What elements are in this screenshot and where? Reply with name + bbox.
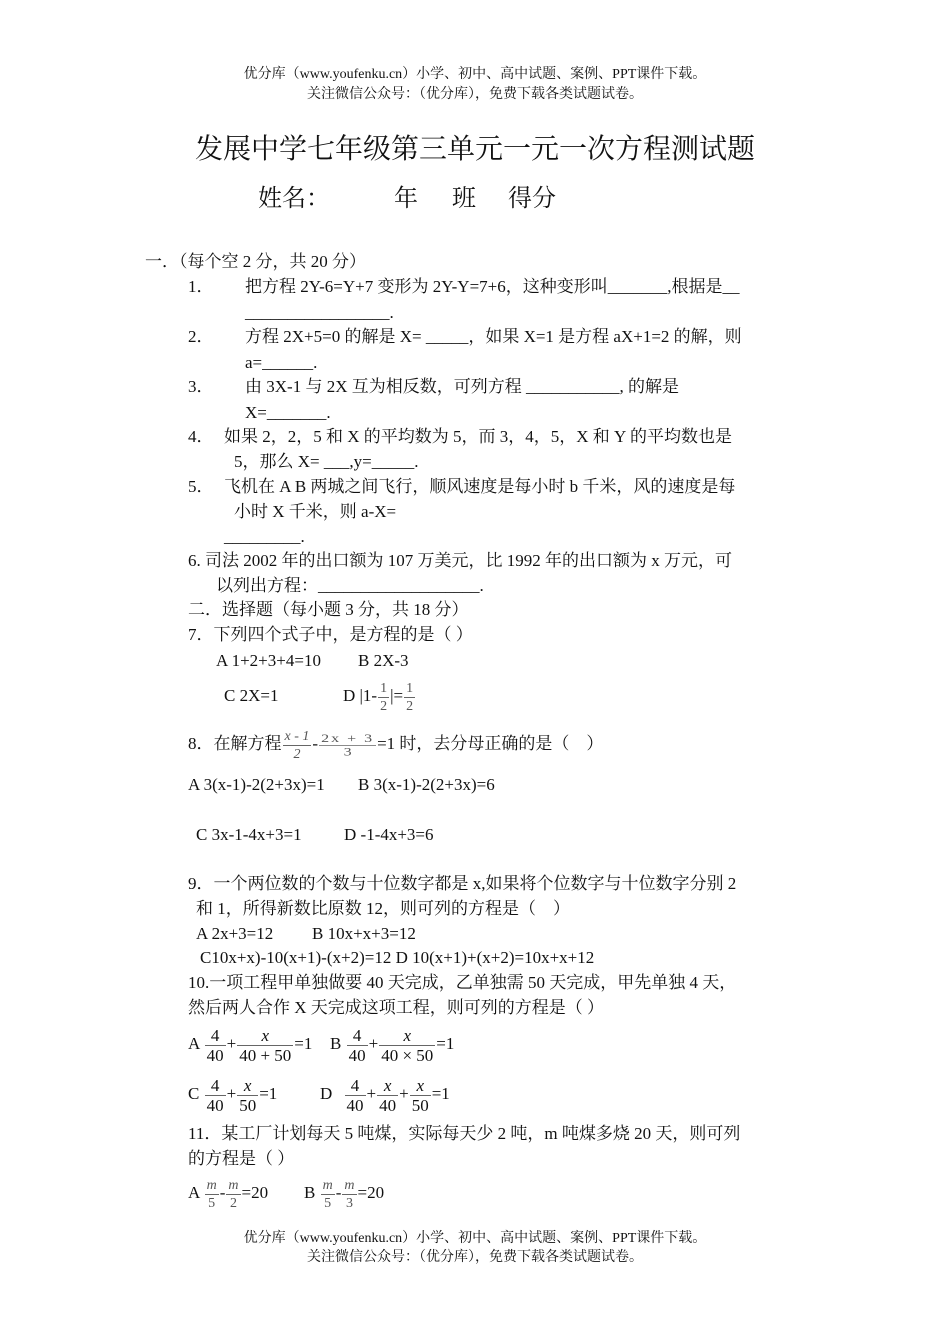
header-line-1: 优分库（www.youfenku.cn）小学、初中、高中试题、案例、PPT课件下载。	[243, 67, 707, 82]
q6-text: 6. 司法 2002 年的出口额为 107 万美元，比 1992 年的出口额为 x 万元，可	[188, 551, 732, 570]
q8-stem	[188, 722, 603, 766]
q7-d-middle: |=	[390, 686, 404, 705]
q9-text: 9．一个两位数的个数与十位数字都是 x,如果将个位数字与十位数字分别 2	[188, 874, 737, 893]
q10-d-frac-3-den: 50	[411, 1095, 429, 1115]
q4-continuation: 5，那么 X= ___,y=_____.	[234, 452, 419, 471]
q11-option-a	[188, 1173, 268, 1213]
q7-option-d	[343, 676, 416, 716]
q10-a-frac-1	[205, 1026, 226, 1065]
q10-option-a	[188, 1024, 312, 1065]
q11-continuation: 的方程是（ ）	[188, 1149, 295, 1168]
q10-b-frac-2-num: x	[379, 1026, 435, 1046]
q7-d-prefix: D |1-	[343, 686, 378, 705]
q10-c-label: C	[188, 1084, 200, 1103]
q11-a-frac-2-num: m	[228, 1177, 239, 1193]
q11-text: 11．某工厂计划每天 5 吨煤，实际每天少 2 吨，m 吨煤多烧 20 天，则可列	[188, 1124, 741, 1143]
q11-b-eq: =20	[357, 1183, 385, 1202]
q10-text: 10.一项工程甲单独做要 40 天完成，乙单独需 50 天完成，甲先单独 4 天，	[188, 973, 737, 992]
name-label: 姓名：	[258, 186, 330, 212]
q8-prefix: 8．在解方程	[188, 734, 282, 753]
q10-d-frac-3	[410, 1076, 431, 1115]
q8-minus: -	[312, 734, 319, 753]
q10-b-frac-2-den: 40 × 50	[381, 1045, 434, 1065]
q10-d-frac-1-den: 40	[346, 1095, 364, 1115]
q1-continuation: _________________.	[245, 303, 394, 322]
q10-d-plus-2: +	[399, 1084, 409, 1103]
q8-option-a: A 3(x-1)-2(2+3x)=1	[188, 775, 325, 794]
q5-number: 5．	[188, 477, 214, 496]
footer-line-1: 优分库（www.youfenku.cn）小学、初中、高中试题、案例、PPT课件下载。	[243, 1231, 707, 1246]
q10-option-c	[188, 1074, 277, 1115]
q7-option-c: C 2X=1	[224, 686, 279, 705]
q10-d-frac-1-num: 4	[345, 1076, 366, 1096]
section-1-heading: 一．（每个空 2 分，共 20 分）	[145, 252, 366, 271]
q11-b-frac-2-den: 3	[345, 1195, 353, 1211]
q7-d-fraction-2	[404, 680, 415, 715]
class-label: 班	[452, 186, 476, 212]
q10-c-frac-1-num: 4	[205, 1076, 226, 1096]
q10-b-frac-2	[379, 1026, 435, 1065]
q8-fraction-1	[283, 728, 312, 763]
q11-a-eq: =20	[241, 1183, 269, 1202]
q8-fraction-1-num: x - 1	[284, 728, 310, 744]
section-2-heading: 二．选择题（每小题 3 分，共 18 分）	[188, 600, 469, 619]
q7-text: 7．下列四个式子中，是方程的是（ ）	[188, 625, 473, 644]
q2-continuation: a=______.	[245, 353, 318, 372]
q1-text: 把方程 2Y-6=Y+7 变形为 2Y-Y=7+6，这种变形叫_______,根据是__	[245, 277, 740, 296]
q10-c-frac-2-num: x	[237, 1076, 258, 1096]
q3-number: 3．	[188, 377, 214, 396]
q11-b-frac-1-den: 5	[324, 1195, 332, 1211]
q10-b-frac-1-den: 40	[348, 1045, 366, 1065]
q10-d-frac-3-num: x	[410, 1076, 431, 1096]
q10-a-label: A	[188, 1034, 200, 1053]
q10-b-frac-1-num: 4	[347, 1026, 368, 1046]
q8-option-c: C 3x-1-4x+3=1	[196, 825, 302, 844]
q8-option-b: B 3(x-1)-2(2+3x)=6	[358, 775, 495, 794]
q10-a-frac-2-num: x	[237, 1026, 293, 1046]
q10-c-frac-1	[205, 1076, 226, 1115]
q8-suffix: =1 时，去分母正确的是（ ）	[377, 734, 604, 753]
q5-continuation: 小时 X 千米，则 a-X=	[234, 502, 397, 521]
q9-continuation: 和 1，所得新数比原数 12，则可列的方程是（ ）	[196, 899, 570, 918]
q11-b-frac-2	[342, 1177, 356, 1212]
q7-d-fraction-1	[378, 680, 389, 715]
footer-line-2: 关注微信公众号：（优分库），免费下载各类试题试卷。	[307, 1250, 643, 1265]
q8-fraction-2-num: 2x + 3	[321, 731, 375, 745]
q10-a-frac-1-den: 40	[206, 1045, 224, 1065]
q10-a-frac-1-num: 4	[205, 1026, 226, 1046]
q11-a-frac-2	[226, 1177, 240, 1212]
q9-option-a: A 2x+3=12	[196, 924, 274, 943]
q10-d-frac-2-num: x	[377, 1076, 398, 1096]
page-title: 发展中学七年级第三单元一元一次方程测试题	[194, 134, 755, 165]
q5-blank: _________.	[224, 527, 305, 546]
q9-option-b: B 10x+x+3=12	[312, 924, 416, 943]
q10-b-frac-1	[347, 1026, 368, 1065]
q8-fraction-2	[319, 732, 376, 758]
q11-a-label: A	[188, 1183, 200, 1202]
q10-b-eq: =1	[436, 1034, 455, 1053]
q11-b-frac-1	[321, 1177, 335, 1212]
q10-d-plus-1: +	[366, 1084, 377, 1103]
q11-b-frac-2-num: m	[344, 1177, 355, 1193]
q7-d-fraction-1-num: 1	[380, 680, 388, 696]
q10-b-plus: +	[368, 1034, 379, 1053]
q10-c-eq: =1	[259, 1084, 278, 1103]
q10-c-frac-2	[237, 1076, 258, 1115]
q10-option-b	[330, 1024, 454, 1065]
q10-a-frac-2-den: 40 + 50	[239, 1045, 292, 1065]
q7-d-fraction-2-den: 2	[406, 698, 414, 714]
q10-a-frac-2	[237, 1026, 293, 1065]
q10-d-label: D	[320, 1084, 333, 1103]
q10-b-label: B	[330, 1034, 342, 1053]
q8-fraction-2-den: 3	[343, 745, 352, 759]
q5-text: 飞机在 A B 两城之间飞行，顺风速度是每小时 b 千米，风的速度是每	[224, 477, 736, 496]
q11-b-label: B	[304, 1183, 316, 1202]
q2-number: 2．	[188, 327, 214, 346]
grade-label: 年	[394, 186, 418, 212]
q7-option-a: A 1+2+3+4=10	[216, 651, 321, 670]
q10-c-plus: +	[226, 1084, 237, 1103]
score-label: 得分	[508, 186, 556, 212]
q10-a-eq: =1	[294, 1034, 313, 1053]
q2-text: 方程 2X+5=0 的解是 X= _____，如果 X=1 是方程 aX+1=2 的解，则	[245, 327, 742, 346]
q3-text: 由 3X-1 与 2X 互为相反数，可列方程 ___________, 的解是	[245, 377, 679, 396]
q11-b-minus: -	[335, 1183, 342, 1202]
q8-option-d: D -1-4x+3=6	[344, 825, 434, 844]
q1-number: 1．	[188, 277, 214, 296]
q7-option-b: B 2X-3	[358, 651, 409, 670]
q11-a-frac-2-den: 2	[229, 1195, 237, 1211]
q10-c-frac-1-den: 40	[206, 1095, 224, 1115]
q4-text: 如果 2，2，5 和 X 的平均数为 5，而 3，4，5，X 和 Y 的平均数也是	[224, 427, 732, 446]
q7-d-fraction-1-den: 2	[380, 698, 388, 714]
q10-d-frac-2-den: 40	[379, 1095, 397, 1115]
q10-d-frac-1	[345, 1076, 366, 1115]
q11-a-frac-1-den: 5	[208, 1195, 216, 1211]
q7-d-fraction-2-num: 1	[406, 680, 414, 696]
q10-option-d	[320, 1074, 450, 1115]
q10-d-eq: =1	[431, 1084, 450, 1103]
q10-continuation: 然后两人合作 X 天完成这项工程，则可列的方程是（ ）	[188, 998, 605, 1017]
q11-a-minus: -	[219, 1183, 226, 1202]
q11-option-b	[304, 1173, 384, 1213]
q11-a-frac-1	[205, 1177, 219, 1212]
q11-b-frac-1-num: m	[322, 1177, 333, 1193]
q10-c-frac-2-den: 50	[239, 1095, 257, 1115]
q6-continuation: 以列出方程：___________________.	[216, 576, 484, 595]
header-line-2: 关注微信公众号：（优分库），免费下载各类试题试卷。	[307, 87, 643, 102]
q4-number: 4．	[188, 427, 214, 446]
q11-a-frac-1-num: m	[206, 1177, 217, 1193]
q10-a-plus: +	[226, 1034, 237, 1053]
q10-d-frac-2	[377, 1076, 398, 1115]
q8-fraction-1-den: 2	[293, 746, 301, 762]
q9-options-cd: C10x+x)-10(x+1)-(x+2)=12 D 10(x+1)+(x+2)=10x+x+12	[200, 948, 595, 967]
q3-continuation: X=_______.	[245, 403, 331, 422]
